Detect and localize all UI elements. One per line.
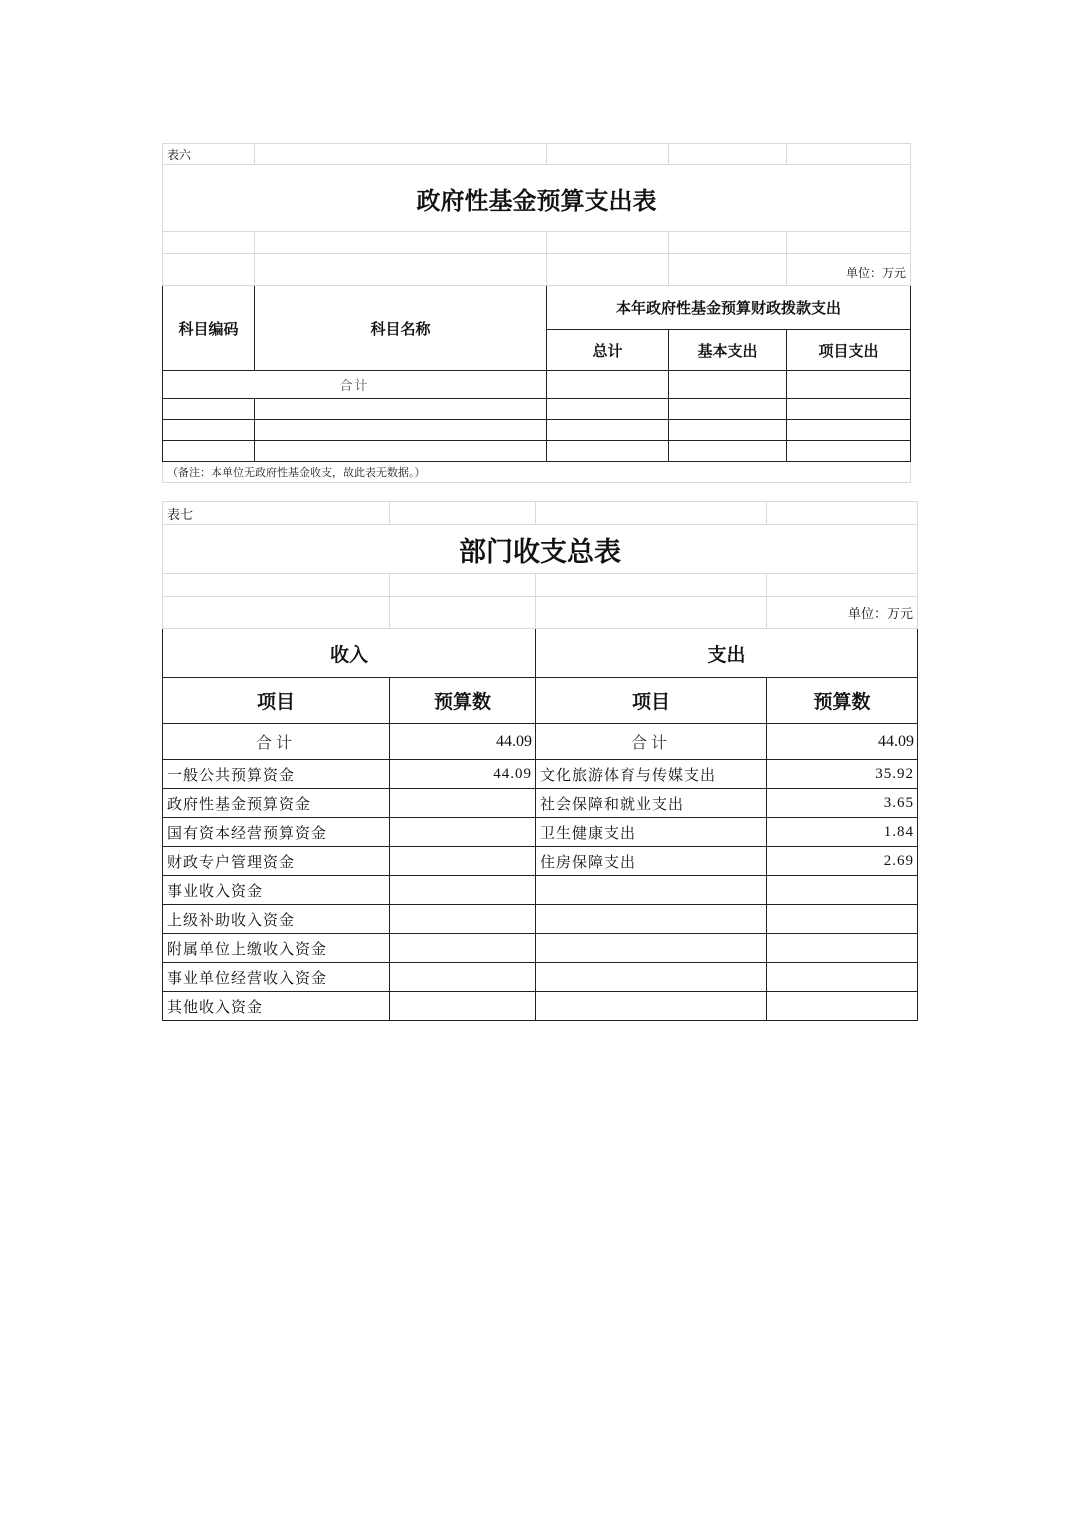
expense-value bbox=[767, 934, 918, 963]
income-value: 44.09 bbox=[390, 760, 536, 789]
table6-total-row bbox=[163, 371, 911, 399]
table-row bbox=[163, 905, 918, 934]
income-item: 国有资本经营预算资金 bbox=[163, 818, 390, 847]
income-total-value: 44.09 bbox=[390, 724, 536, 760]
table6-title: 政府性基金预算支出表 bbox=[163, 165, 911, 232]
income-item: 一般公共预算资金 bbox=[163, 760, 390, 789]
table-row bbox=[163, 847, 918, 876]
income-total-label: 合计 bbox=[163, 724, 390, 760]
expense-total-label: 合计 bbox=[536, 724, 767, 760]
table-row bbox=[163, 963, 918, 992]
table-row bbox=[163, 420, 911, 441]
header-total: 总计 bbox=[547, 330, 669, 371]
expense-value: 2.69 bbox=[767, 847, 918, 876]
income-value bbox=[390, 818, 536, 847]
income-item: 事业收入资金 bbox=[163, 876, 390, 905]
expense-item bbox=[536, 992, 767, 1021]
income-value bbox=[390, 847, 536, 876]
expense-item: 社会保障和就业支出 bbox=[536, 789, 767, 818]
expense-value bbox=[767, 963, 918, 992]
expense-value: 35.92 bbox=[767, 760, 918, 789]
income-value bbox=[390, 963, 536, 992]
table7-unit: 单位：万元 bbox=[767, 597, 918, 629]
expense-value bbox=[767, 992, 918, 1021]
income-item: 财政专户管理资金 bbox=[163, 847, 390, 876]
table-row bbox=[163, 441, 911, 462]
income-item: 政府性基金预算资金 bbox=[163, 789, 390, 818]
expense-total-value: 44.09 bbox=[767, 724, 918, 760]
expense-item bbox=[536, 963, 767, 992]
header-fund-expenditure-group: 本年政府性基金预算财政拨款支出 bbox=[547, 286, 911, 330]
header-subject-code: 科目编码 bbox=[163, 286, 255, 371]
header-expense-budget: 预算数 bbox=[767, 678, 918, 724]
income-item: 附属单位上缴收入资金 bbox=[163, 934, 390, 963]
table-row bbox=[163, 399, 911, 420]
header-income-budget: 预算数 bbox=[390, 678, 536, 724]
table7-total-row bbox=[163, 724, 918, 760]
expense-value: 3.65 bbox=[767, 789, 918, 818]
expense-value: 1.84 bbox=[767, 818, 918, 847]
income-item: 上级补助收入资金 bbox=[163, 905, 390, 934]
expense-value bbox=[767, 876, 918, 905]
table-row bbox=[163, 789, 918, 818]
table7-tag: 表七 bbox=[163, 502, 390, 525]
income-value bbox=[390, 992, 536, 1021]
department-income-expenditure-table bbox=[162, 501, 918, 1021]
header-income-item: 项目 bbox=[163, 678, 390, 724]
income-value bbox=[390, 876, 536, 905]
table-row bbox=[163, 934, 918, 963]
table6-unit: 单位：万元 bbox=[787, 254, 911, 286]
table-row bbox=[163, 876, 918, 905]
header-basic-expenditure: 基本支出 bbox=[669, 330, 787, 371]
header-expense-item: 项目 bbox=[536, 678, 767, 724]
header-subject-name: 科目名称 bbox=[255, 286, 547, 371]
expense-item bbox=[536, 876, 767, 905]
table7-title: 部门收支总表 bbox=[163, 525, 918, 574]
table6-total-label: 合计 bbox=[163, 371, 547, 399]
government-fund-expenditure-table bbox=[162, 143, 911, 483]
expense-item: 卫生健康支出 bbox=[536, 818, 767, 847]
header-income: 收入 bbox=[163, 629, 536, 678]
expense-item: 住房保障支出 bbox=[536, 847, 767, 876]
expense-item: 文化旅游体育与传媒支出 bbox=[536, 760, 767, 789]
income-item: 事业单位经营收入资金 bbox=[163, 963, 390, 992]
table-row bbox=[163, 760, 918, 789]
income-value bbox=[390, 905, 536, 934]
income-value bbox=[390, 934, 536, 963]
table6-note: （备注：本单位无政府性基金收支，故此表无数据。） bbox=[163, 462, 911, 483]
expense-value bbox=[767, 905, 918, 934]
expense-item bbox=[536, 934, 767, 963]
header-expense: 支出 bbox=[536, 629, 918, 678]
table-row bbox=[163, 818, 918, 847]
income-item: 其他收入资金 bbox=[163, 992, 390, 1021]
header-project-expenditure: 项目支出 bbox=[787, 330, 911, 371]
table6-tag: 表六 bbox=[163, 144, 255, 165]
table-row bbox=[163, 992, 918, 1021]
income-value bbox=[390, 789, 536, 818]
expense-item bbox=[536, 905, 767, 934]
